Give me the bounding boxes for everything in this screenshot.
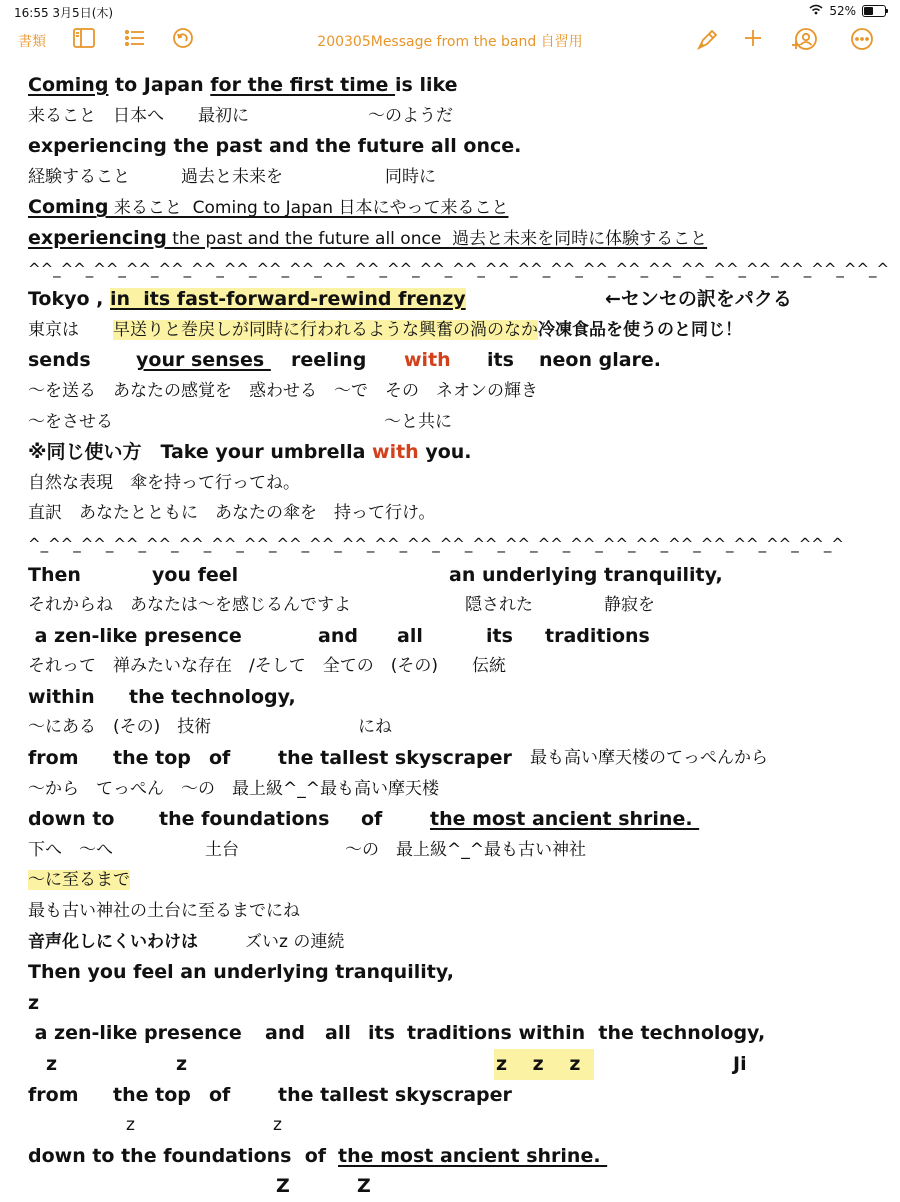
text-span: 早送りと巻戻しが同時に行われるような興奮の渦のなか xyxy=(113,319,538,340)
text-span: 音声化しにくいわけは xyxy=(28,931,198,952)
text-span: your senses xyxy=(136,349,271,372)
text-line xyxy=(28,560,888,591)
text-span: 最も高い摩天楼のてっぺんから xyxy=(530,748,768,769)
text-span: にね xyxy=(358,717,392,738)
text-span: traditions within the technology, xyxy=(407,1022,766,1045)
document-body[interactable] xyxy=(28,70,888,1202)
text-line: それって 禅みたいな存在 /そして 全ての (その) 伝統 xyxy=(28,656,506,677)
text-span: from xyxy=(28,747,79,770)
markup-icon[interactable] xyxy=(694,27,718,51)
text-span: neon glare. xyxy=(539,349,662,372)
text-span: with xyxy=(404,349,451,372)
text-span: a zen-like presence xyxy=(28,624,242,647)
text-span: from xyxy=(28,1083,79,1106)
text-span: of xyxy=(361,808,383,831)
text-span: z z z xyxy=(494,1049,594,1080)
text-span: 〜と共に xyxy=(384,411,452,432)
text-line xyxy=(28,437,888,468)
text-line: experiencing the past and the future all once. xyxy=(28,135,522,158)
text-span: experiencing xyxy=(28,226,167,249)
text-span: the top xyxy=(113,747,191,770)
text-span: 来ること Coming to Japan 日本にやって来ること xyxy=(108,198,509,219)
text-line xyxy=(28,1141,888,1172)
text-span: its xyxy=(487,349,514,372)
text-line xyxy=(28,590,888,621)
text-line: 来ること 日本へ 最初に 〜のようだ xyxy=(28,105,453,126)
text-span: all xyxy=(325,1022,351,1045)
text-span: Ji xyxy=(733,1053,747,1075)
text-span: 〜に至るまで xyxy=(28,870,130,891)
text-span: the foundations xyxy=(159,808,330,831)
text-line: 〜を送る あなたの感覚を 惑わせる 〜で その ネオンの輝き xyxy=(28,380,538,401)
text-span: the past and the future all once 過去と未来を同時に体験すること xyxy=(166,228,708,249)
text-line xyxy=(28,70,888,101)
text-line: 〜から てっぺん 〜の 最上級^_^最も高い摩天楼 xyxy=(28,778,439,799)
text-line xyxy=(28,1018,888,1049)
text-span: 〜の 最上級^_^最も古い神社 xyxy=(345,839,586,860)
text-span: the tallest skyscraper xyxy=(278,747,512,770)
text-span: z xyxy=(46,1053,58,1075)
text-span: an underlying tranquility, xyxy=(449,563,723,586)
text-line xyxy=(28,192,888,223)
text-span: 冷凍食品を使うのと同じ！ xyxy=(538,319,742,340)
text-span: Coming xyxy=(28,196,109,219)
battery-percent: 52% xyxy=(829,4,856,18)
text-span: ズいz の連続 xyxy=(245,931,345,952)
text-span: of xyxy=(209,747,231,770)
text-span: ※同じ使い方 Take your umbrella xyxy=(28,441,373,464)
text-line xyxy=(28,407,888,438)
text-span: with xyxy=(372,441,419,464)
text-line: 自然な表現 傘を持って行ってね。 xyxy=(28,472,300,493)
text-line: 直訳 あなたとともに あなたの傘を 持って行け。 xyxy=(28,503,436,524)
text-span: Then xyxy=(28,563,81,586)
text-span: you feel xyxy=(152,563,239,586)
text-span: the most ancient shrine. xyxy=(430,808,700,831)
text-line xyxy=(28,712,888,743)
text-line xyxy=(28,682,888,713)
text-span: 静寂を xyxy=(604,595,655,616)
text-span: Z xyxy=(276,1175,290,1198)
text-line: Then you feel an underlying tranquility, xyxy=(28,961,454,984)
text-span: Tokyo , xyxy=(28,288,111,311)
text-line xyxy=(28,1049,888,1080)
text-line xyxy=(28,315,888,346)
text-span: its xyxy=(368,1022,395,1045)
text-span: z xyxy=(273,1115,282,1136)
text-line xyxy=(28,804,888,835)
text-span: a zen-like presence xyxy=(28,1022,242,1045)
text-span: 土台 xyxy=(205,839,239,860)
separator-line: ^_^^_^^_^^_^^_^^_^^_^^_^^_^^_^^_^^_^^_^^_^^_^^_^^_^^_^^_^^_^^_^^_^^_^^_^^_^ xyxy=(28,534,844,553)
text-span: is like xyxy=(395,74,458,96)
text-span: the technology, xyxy=(129,685,296,708)
text-span: and xyxy=(265,1022,305,1045)
text-span: for the first time xyxy=(210,74,396,96)
collaborate-icon[interactable] xyxy=(792,27,818,51)
text-span: down to xyxy=(28,808,115,831)
text-span: ←センセの訳をパクる xyxy=(605,288,792,311)
text-span: in its fast-forward-rewind frenzy xyxy=(110,288,466,311)
text-line xyxy=(28,345,888,376)
status-right xyxy=(809,4,886,18)
text-span: Z xyxy=(357,1175,371,1198)
text-line xyxy=(28,1110,888,1141)
text-span: 下へ 〜へ xyxy=(28,839,113,860)
text-line xyxy=(28,835,888,866)
text-span: sends xyxy=(28,349,91,372)
add-icon[interactable] xyxy=(742,27,764,49)
toolbar xyxy=(0,22,900,58)
text-span: traditions xyxy=(545,624,650,647)
text-span: z xyxy=(176,1053,188,1075)
text-line xyxy=(28,1171,888,1202)
text-span: 東京は xyxy=(28,319,113,340)
text-line xyxy=(28,621,888,652)
documents-button[interactable]: 書類 xyxy=(18,34,46,50)
text-span: z xyxy=(126,1115,135,1136)
text-span: それからね あなたは〜を感じるんですよ xyxy=(28,595,351,616)
text-line: 経験すること 過去と未来を 同時に xyxy=(28,166,436,187)
text-line xyxy=(28,284,888,315)
text-span: reeling xyxy=(291,349,367,372)
text-line xyxy=(28,743,888,774)
text-span: and xyxy=(318,624,358,647)
text-line xyxy=(28,927,888,958)
text-span: the top xyxy=(113,1083,191,1106)
wifi-icon xyxy=(809,4,823,18)
text-line xyxy=(28,865,888,896)
text-span: of xyxy=(209,1083,231,1106)
text-span: 〜をさせる xyxy=(28,411,113,432)
text-line: z xyxy=(28,991,40,1014)
document-title: 200305Message from the band 自習用 xyxy=(317,34,583,50)
battery-icon xyxy=(862,5,886,17)
text-line xyxy=(28,1080,888,1111)
text-span xyxy=(28,226,708,249)
text-span xyxy=(28,198,508,218)
text-span: down to the foundations of xyxy=(28,1144,327,1167)
status-time: 16:55 3月5日(木) xyxy=(14,6,114,20)
text-line xyxy=(28,223,888,254)
text-span: the most ancient shrine. xyxy=(338,1144,608,1167)
text-span: all xyxy=(397,624,423,647)
text-span: Coming xyxy=(28,74,109,96)
text-line: 最も古い神社の土台に至るまでにね xyxy=(28,901,300,922)
separator-line: ^^_^^_^^_^^_^^_^^_^^_^^_^^_^^_^^_^^_^^_^^_^^_^^_^^_^^_^^_^^_^^_^^_^^_^^_^^_^^_^ xyxy=(28,259,890,278)
text-span: to Japan xyxy=(108,74,211,96)
text-span: its xyxy=(486,624,513,647)
text-span: 隠された xyxy=(465,595,533,616)
text-span: you. xyxy=(418,441,472,464)
text-span: 〜にある (その) 技術 xyxy=(28,717,212,738)
more-icon[interactable] xyxy=(850,27,874,51)
status-bar xyxy=(0,0,900,22)
text-span: the tallest skyscraper xyxy=(278,1083,512,1106)
text-span: within xyxy=(28,685,95,708)
